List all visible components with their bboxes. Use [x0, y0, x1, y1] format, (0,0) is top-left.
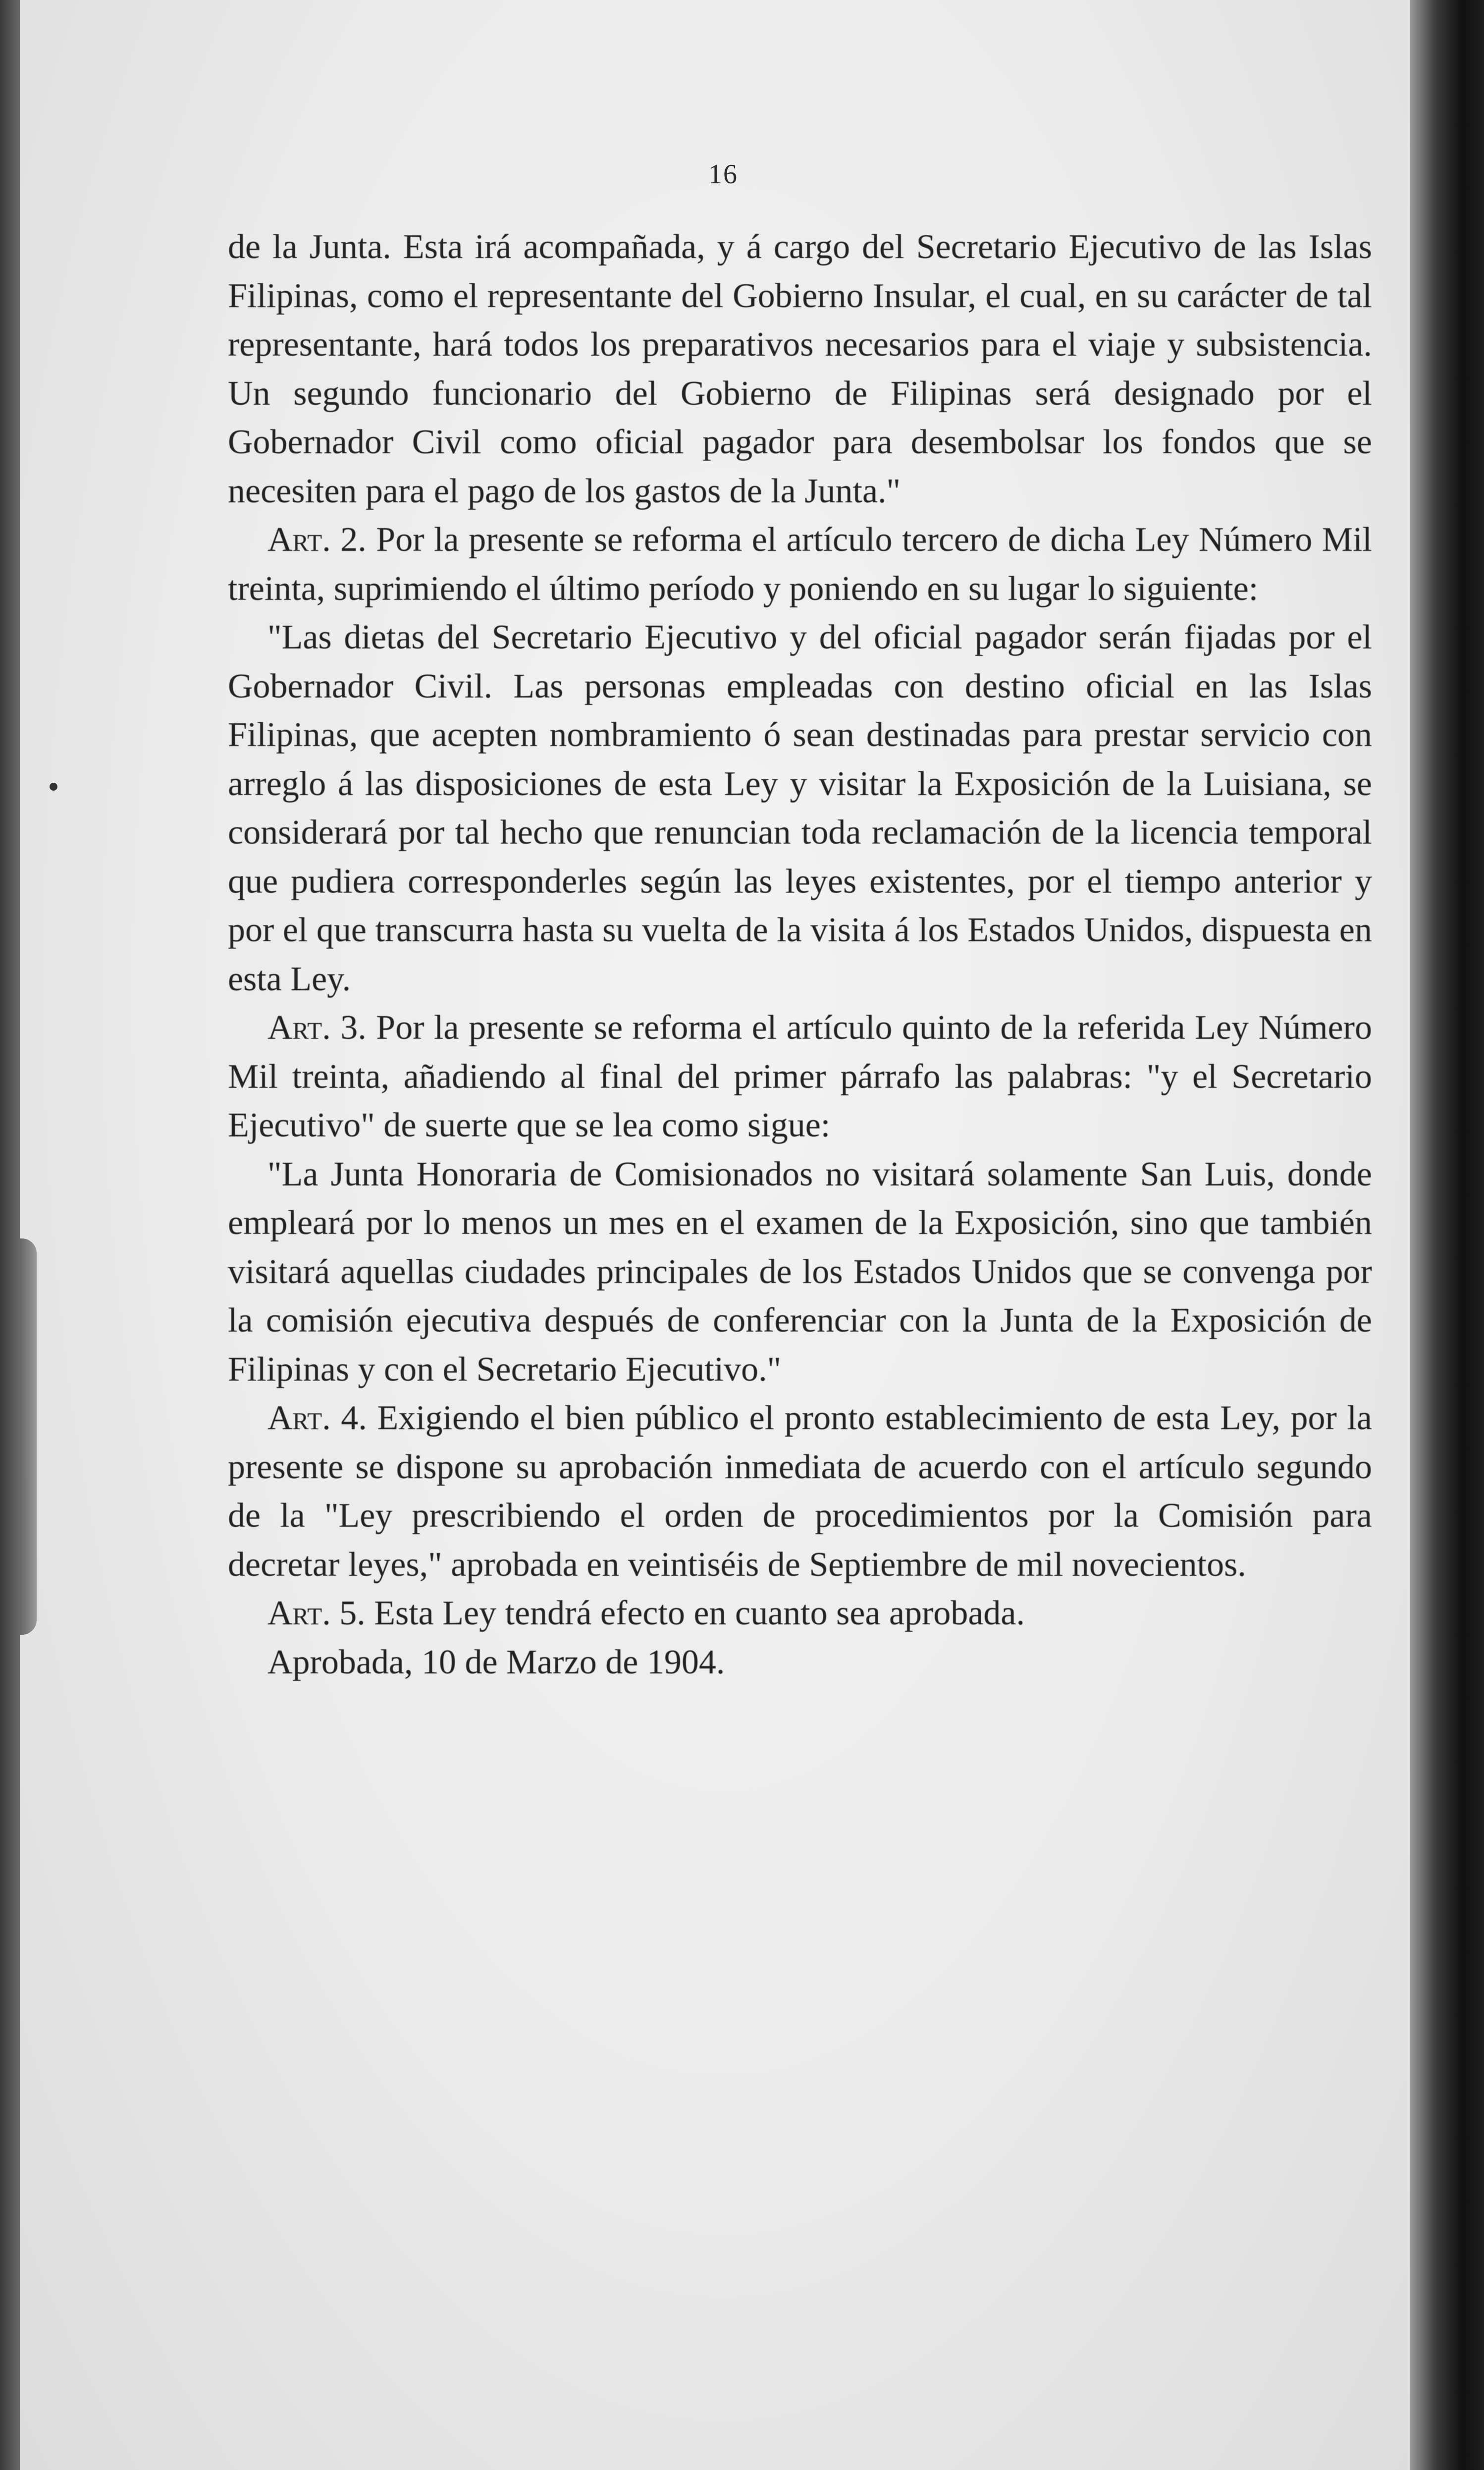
- article-lead: Art. 5.: [267, 1594, 366, 1632]
- page-fold-shadow: [20, 1238, 37, 1635]
- paragraph-text: Aprobada, 10 de Marzo de 1904.: [267, 1643, 725, 1681]
- scan-right-margin: [1410, 0, 1484, 2470]
- body-text: [228, 223, 1372, 1687]
- paragraph-text: Exigiendo el bien público el pronto establecimiento de esta Ley, por la presente se dispone su aprobación inmediata de acuerdo con el artículo segundo de la "Ley prescribiendo el orden de procedimientos por la Comisión para decretar leyes," aprobada en veintiséis de Septiembre de mil novecientos.: [228, 1399, 1372, 1584]
- book-page: [20, 0, 1427, 2470]
- paragraph-text: de la Junta. Esta irá acompañada, y á cargo del Secretario Ejecutivo de las Islas Filipinas, como el representante del Gobierno Insular, el cual, en su carácter de tal representante, hará todos los preparativos necesarios para el viaje y subsistencia. Un segundo funcionario del Gobierno de Filipinas será designado por el Gobernador Civil como oficial pagador para desembolsar los fondos que se necesiten para el pago de los gastos de la Junta.": [228, 228, 1372, 510]
- approval-date: [228, 1638, 1372, 1687]
- article-3: [228, 1004, 1372, 1150]
- article-2: [228, 516, 1372, 613]
- article-lead: Art. 2.: [267, 521, 367, 559]
- article-lead: Art. 3.: [267, 1009, 367, 1047]
- quoted-paragraph: [228, 613, 1372, 1004]
- paragraph-continuation: [228, 223, 1372, 516]
- paragraph-text: Por la presente se reforma el artículo tercero de dicha Ley Número Mil treinta, suprimiendo el último período y poniendo en su lugar lo siguiente:: [228, 521, 1372, 608]
- article-lead: Art. 4.: [267, 1399, 367, 1437]
- quoted-paragraph: [228, 1150, 1372, 1395]
- paragraph-text: Por la presente se reforma el artículo quinto de la referida Ley Número Mil treinta, añadiendo al final del primer párrafo las palabras: "y el Secretario Ejecutivo" de suerte que se lea como sigue:: [228, 1009, 1372, 1144]
- article-4: [228, 1394, 1372, 1589]
- paragraph-text: Esta Ley tendrá efecto en cuanto sea aprobada.: [374, 1594, 1025, 1632]
- paragraph-text: "Las dietas del Secretario Ejecutivo y del oficial pagador serán fijadas por el Gobernador Civil. Las personas empleadas con destino oficial en las Islas Filipinas, que acepten nombramiento ó sean destinadas para prestar servicio con arreglo á las disposiciones de esta Ley y visitar la Exposición de la Luisiana, se considerará por tal hecho que renuncian toda reclamación de la licencia temporal que pudiera corresponderles según las leyes existentes, por el tiempo anterior y por el que transcurra hasta su vuelta de la visita á los Estados Unidos, dispuesta en esta Ley.: [228, 618, 1372, 998]
- page-number: 16: [708, 159, 738, 190]
- paragraph-text: "La Junta Honoraria de Comisionados no visitará solamente San Luis, donde empleará por lo menos un mes en el examen de la Exposición, sino que también visitará aquellas ciudades principales de los Estados Unidos que se convenga por la comisión ejecutiva después de conferenciar con la Junta de la Exposición de Filipinas y con el Secretario Ejecutivo.": [228, 1155, 1372, 1389]
- article-5: [228, 1589, 1372, 1638]
- ink-speck-mark: [50, 783, 57, 791]
